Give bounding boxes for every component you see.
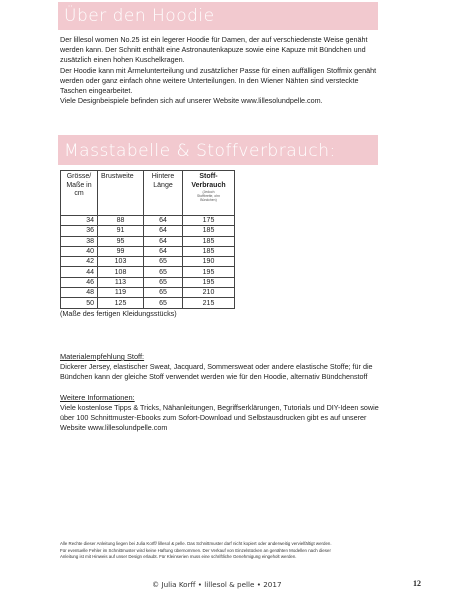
header-size-line: cm bbox=[74, 190, 84, 197]
cell-fabric: 195 bbox=[183, 267, 235, 277]
disclaimer-line: Anleitung ist mit Hinweis auf unser Design erlaubt. Für Kleinserien muss eine schriftliche Genehmigung eingeholt werden. bbox=[60, 554, 297, 560]
cell-bust: 88 bbox=[98, 216, 144, 226]
info-line: Viele kostenlose Tipps & Tricks, Nähanleitungen, Begriffserklärungen, Tutorials und DIY-Ideen sowie bbox=[60, 403, 379, 412]
cell-size: 40 bbox=[61, 246, 98, 256]
table-row bbox=[61, 216, 235, 226]
info-line: über 100 Schnittmuster-Ebooks zum Sofort-Download und Selbstausdrucken gibt es auf unserer bbox=[60, 413, 367, 423]
material-paragraph bbox=[60, 362, 420, 382]
cell-back-length: 65 bbox=[144, 288, 183, 298]
cell-size: 38 bbox=[61, 236, 98, 246]
intro-line: werden oder ganz einfach ohne weitere Unterteilungen. In den Wiener Nähten sind versteckte bbox=[60, 75, 359, 85]
cell-back-length: 64 bbox=[144, 216, 183, 226]
disclaimer-line: Alle Rechte dieser Anleitung liegen bei Julia Korff/ lillesol & pelle. Das Schnittmuster darf nicht kopiert oder anderweitig vervielfältigt werden. bbox=[60, 541, 332, 546]
section-title-about: Über den Hoodie bbox=[64, 6, 215, 26]
header-back-line: Hintere bbox=[151, 173, 175, 180]
cell-size: 36 bbox=[61, 226, 98, 236]
page-number: 12 bbox=[413, 579, 421, 588]
copyright-disclaimer bbox=[60, 541, 430, 561]
material-line: Bündchen kann der gleiche Stoff verwendet werden wie für den Hoodie, alternativ Bündchenstoff bbox=[60, 372, 368, 382]
table-row bbox=[61, 246, 235, 256]
intro-line: Der lillesol women No.25 ist ein legerer Hoodie für Damen, der auf verschiedenste Weise genäht bbox=[60, 35, 368, 44]
table-row bbox=[61, 257, 235, 267]
intro-line: werden kann. Der Schnitt enthält eine Astronautenkapuze sowie eine Kapuze mit Bündchen und bbox=[60, 45, 366, 55]
header-size bbox=[61, 171, 98, 216]
intro-line: Viele Designbeispiele befinden sich auf unserer Website www.lillesolundpelle.com. bbox=[60, 96, 323, 106]
cell-bust: 91 bbox=[98, 226, 144, 236]
header-fabric bbox=[183, 171, 235, 216]
disclaimer-line: Für eventuelle Fehler im Schnittmuster wird keine Haftung übernommen. Der Verkauf von Einzelstücken an genähten Modellen nach dieser bbox=[60, 547, 331, 553]
header-fabric-sub: Bündchen) bbox=[200, 198, 217, 202]
cell-bust: 119 bbox=[98, 288, 144, 298]
table-row bbox=[61, 267, 235, 277]
material-line: Dickerer Jersey, elastischer Sweat, Jacquard, Sommersweat oder andere elastische Stoffe; für die bbox=[60, 362, 373, 371]
header-size-line: Grösse/ bbox=[66, 173, 92, 180]
cell-bust: 113 bbox=[98, 277, 144, 287]
cell-size: 42 bbox=[61, 257, 98, 267]
header-fabric-sub: Stoffbreite, ohn bbox=[197, 194, 220, 198]
header-back-length bbox=[144, 171, 183, 216]
cell-back-length: 65 bbox=[144, 298, 183, 308]
cell-back-length: 64 bbox=[144, 246, 183, 256]
cell-back-length: 65 bbox=[144, 257, 183, 267]
size-table-header-row bbox=[61, 171, 235, 216]
cell-size: 48 bbox=[61, 288, 98, 298]
material-heading: Materialempfehlung Stoff: bbox=[60, 352, 145, 361]
size-table bbox=[60, 170, 235, 309]
cell-size: 34 bbox=[61, 216, 98, 226]
cell-fabric: 190 bbox=[183, 257, 235, 267]
info-line: Website www.lillesolundpelle.com bbox=[60, 423, 168, 433]
intro-line: zusätzlich einen hohen Kuschelkragen. bbox=[60, 55, 185, 65]
cell-fabric: 185 bbox=[183, 246, 235, 256]
intro-line: Der Hoodie kann mit Ärmelunterteilung und zusätzlicher Passe für einen auffälligen Stoffmix genäht bbox=[60, 65, 377, 75]
header-bust: Brustweite bbox=[98, 171, 144, 216]
cell-size: 50 bbox=[61, 298, 98, 308]
table-row bbox=[61, 226, 235, 236]
cell-bust: 99 bbox=[98, 246, 144, 256]
section-banner-size-table bbox=[58, 135, 378, 165]
table-row bbox=[61, 236, 235, 246]
cell-fabric: 215 bbox=[183, 298, 235, 308]
cell-back-length: 64 bbox=[144, 236, 183, 246]
table-note: (Maße des fertigen Kleidungsstücks) bbox=[60, 309, 177, 318]
header-fabric-line: Stoff- bbox=[199, 173, 218, 180]
section-banner-about bbox=[58, 2, 378, 30]
cell-bust: 103 bbox=[98, 257, 144, 267]
cell-fabric: 185 bbox=[183, 236, 235, 246]
cell-fabric: 175 bbox=[183, 216, 235, 226]
cell-size: 44 bbox=[61, 267, 98, 277]
intro-line: Taschen eingearbeitet. bbox=[60, 86, 133, 96]
footer-credit: © Julia Korff • lillesol & pelle • 2017 bbox=[152, 580, 282, 589]
section-title-size-table: Masstabelle & Stoffverbrauch: bbox=[64, 141, 336, 161]
header-fabric-line: Verbrauch bbox=[191, 181, 226, 189]
header-back-line: Länge bbox=[153, 181, 173, 189]
cell-back-length: 65 bbox=[144, 277, 183, 287]
intro-paragraph bbox=[60, 35, 420, 106]
header-size-line: Maße in bbox=[66, 181, 92, 189]
table-row bbox=[61, 298, 235, 308]
cell-bust: 95 bbox=[98, 236, 144, 246]
cell-bust: 108 bbox=[98, 267, 144, 277]
table-row bbox=[61, 288, 235, 298]
cell-fabric: 210 bbox=[183, 288, 235, 298]
cell-fabric: 185 bbox=[183, 226, 235, 236]
header-fabric-sub: (Jedoch bbox=[202, 190, 215, 194]
cell-back-length: 64 bbox=[144, 226, 183, 236]
cell-fabric: 195 bbox=[183, 277, 235, 287]
info-paragraph bbox=[60, 403, 420, 434]
cell-bust: 125 bbox=[98, 298, 144, 308]
cell-size: 46 bbox=[61, 277, 98, 287]
table-row bbox=[61, 277, 235, 287]
info-heading: Weitere Informationen: bbox=[60, 393, 135, 402]
cell-back-length: 65 bbox=[144, 267, 183, 277]
